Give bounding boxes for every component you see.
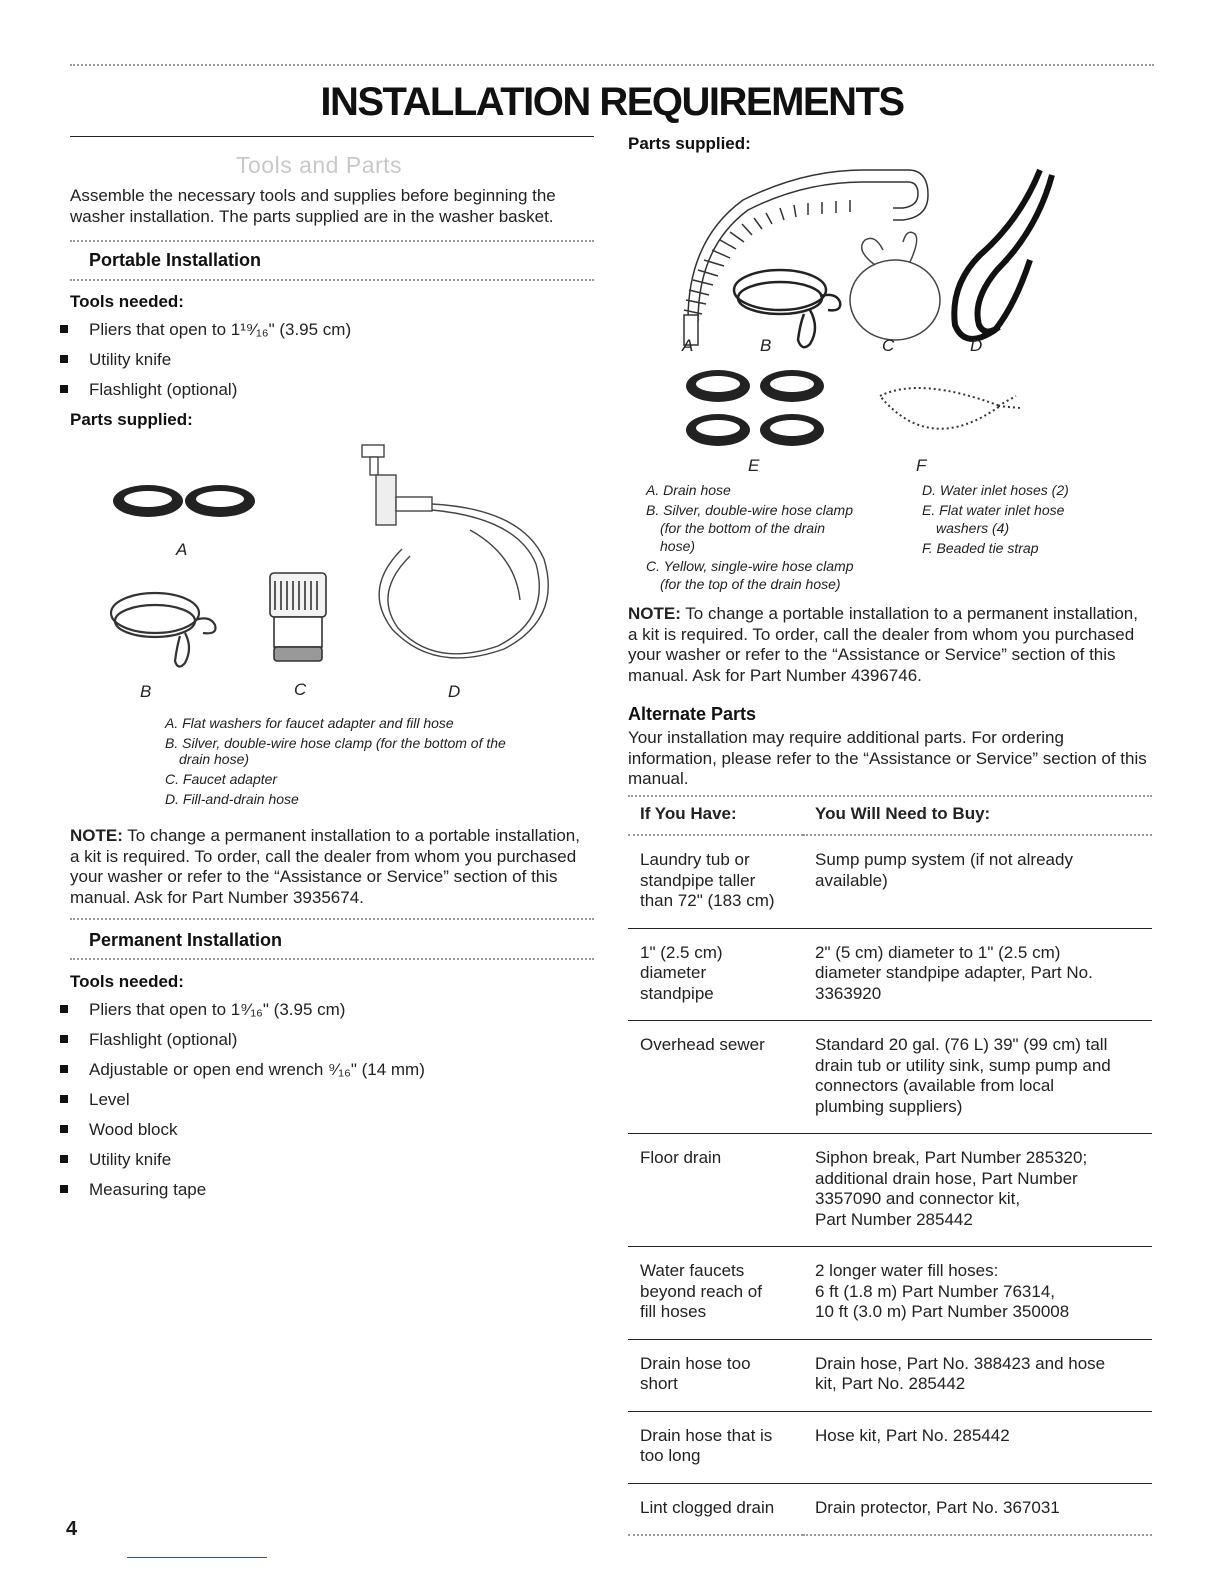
list-item: Flashlight (optional) (58, 1030, 588, 1060)
fill-and-drain-hose-icon (362, 445, 548, 658)
figure-letter-a: A (682, 336, 694, 355)
bullet (60, 1155, 68, 1163)
list-item: Flashlight (optional) (58, 380, 578, 410)
flat-washer-icon (113, 485, 183, 517)
table-top-rule (628, 795, 1152, 797)
divider (70, 279, 594, 281)
table-cell: Siphon break, Part Number 285320; additional drain hose, Part Number 3357090 and connector kit, Part Number 285442 (803, 1134, 1152, 1247)
table-cell: 2" (5 cm) diameter to 1" (2.5 cm) diameter standpipe adapter, Part No. 3363920 (803, 928, 1152, 1021)
divider (70, 240, 594, 242)
flat-washer-icon (185, 485, 255, 517)
flat-washer-icon (686, 414, 750, 446)
list-item: Measuring tape (58, 1180, 588, 1210)
table-row (628, 928, 1152, 1021)
list-item: Utility knife (58, 1150, 588, 1180)
beaded-tie-strap-icon (880, 388, 1020, 429)
bullet (60, 355, 68, 363)
table-cell: Lint clogged drain (628, 1483, 803, 1535)
bullet (60, 1095, 68, 1103)
figure-letter-d: D (970, 336, 983, 355)
list-item: Utility knife (58, 350, 578, 380)
bullet (60, 1185, 68, 1193)
table-cell: Hose kit, Part No. 285442 (803, 1411, 1152, 1483)
column-header: If You Have: (628, 800, 803, 835)
washers-and-strap-illustration (680, 366, 1040, 456)
table-cell: Drain hose that is too long (628, 1411, 803, 1483)
intro-text: Assemble the necessary tools and supplies before beginning the washer installation. The parts supplied are in the washer basket. (70, 186, 556, 226)
bullet (60, 1005, 68, 1013)
flat-washer-icon (760, 414, 824, 446)
divider (70, 958, 594, 960)
table-cell: Water faucets beyond reach of fill hoses (628, 1247, 803, 1340)
table-cell: Floor drain (628, 1134, 803, 1247)
flat-washer-icon (686, 370, 750, 402)
figure-letter-c: C (882, 336, 895, 355)
permanent-tools-list (58, 1000, 588, 1210)
table-cell: Drain protector, Part No. 367031 (803, 1483, 1152, 1535)
figure-letter-b: B (140, 682, 152, 701)
permanent-note: NOTE: To change a portable installation to a permanent installation, a kit is required. To order, call the dealer from whom you purchased your washer or refer to the “Assistance or Service” section of this manual. Ask for Part Number 4396746. (628, 604, 1138, 685)
list-item: Level (58, 1090, 588, 1120)
page-number: 4 (66, 1518, 78, 1540)
alternate-parts-text: Your installation may require additional parts. For ordering information, please refer to the “Assistance or Service” section of this manual. (628, 728, 1147, 788)
bullet (60, 1125, 68, 1133)
table-cell: 1" (2.5 cm) diameter standpipe (628, 928, 803, 1021)
single-wire-clamp-icon (850, 232, 940, 340)
table-cell: 2 longer water fill hoses: 6 ft (1.8 m) Part Number 76314, 10 ft (3.0 m) Part Number 350008 (803, 1247, 1152, 1340)
table-cell: Standard 20 gal. (76 L) 39" (99 cm) tall drain tub or utility sink, sump pump and connectors (available from local plumbing suppliers) (803, 1021, 1152, 1134)
right-captions-right: D. Water inlet hoses (2) E. Flat water inlet hose washers (4) F. Beaded tie strap (922, 482, 1069, 556)
table-row (628, 1134, 1152, 1247)
top-border (70, 64, 1154, 66)
figure-letter-a: A (176, 540, 188, 559)
table-cell: Drain hose, Part No. 388423 and hose kit, Part No. 285442 (803, 1339, 1152, 1411)
list-item: Pliers that open to 1¹⁹⁄₁₆" (3.95 cm) (58, 320, 578, 350)
bullet (60, 325, 68, 333)
table-cell: Overhead sewer (628, 1021, 803, 1134)
portable-parts-illustration (100, 435, 580, 685)
portable-tools-list (58, 320, 578, 410)
table-row (628, 835, 1152, 928)
footer-link-line (127, 1557, 267, 1558)
bullet (60, 1065, 68, 1073)
flat-washer-icon (760, 370, 824, 402)
table-row (628, 1483, 1152, 1535)
bullet (60, 1035, 68, 1043)
water-inlet-hoses-icon (954, 170, 1052, 339)
portable-tools-label: Tools needed: (70, 292, 184, 311)
portable-parts-label: Parts supplied: (70, 410, 193, 429)
figure-letter-c: C (294, 680, 307, 699)
alternate-parts-table (628, 800, 1152, 1536)
list-item: Wood block (58, 1120, 588, 1150)
table-row (628, 1411, 1152, 1483)
section-rule (70, 136, 594, 137)
table-row (628, 1247, 1152, 1340)
column-header: You Will Need to Buy: (803, 800, 1152, 835)
portable-note: NOTE: To change a permanent installation to a portable installation, a kit is required. To order, call the dealer from whom you purchased your washer or refer to the “Assistance or Service” section of this manual. Ask for Part Number 3935674. (70, 826, 580, 907)
page-title: INSTALLATION REQUIREMENTS (320, 80, 904, 124)
figure-letter-b: B (760, 336, 772, 355)
hose-clamp-icon (734, 270, 840, 347)
section-heading-tools-parts: Tools and Parts (236, 152, 403, 178)
portable-captions: A. Flat washers for faucet adapter and fill hose B. Silver, double-wire hose clamp (for the bottom of the drain hose) C. Faucet adapter D. Fill-and-drain hose (165, 715, 506, 807)
bullet (60, 385, 68, 393)
hose-clamp-icon (111, 593, 216, 667)
portable-heading: Portable Installation (89, 250, 262, 270)
table-cell: Laundry tub or standpipe taller than 72" (183 cm) (628, 835, 803, 928)
permanent-tools-label: Tools needed: (70, 972, 184, 991)
figure-letter-e: E (748, 456, 760, 475)
alternate-parts-heading: Alternate Parts (628, 704, 757, 724)
table-cell: Sump pump system (if not already available) (803, 835, 1152, 928)
figure-letter-d: D (448, 682, 461, 701)
faucet-adapter-icon (270, 573, 326, 661)
table-header-row (628, 800, 1152, 835)
table-row (628, 1021, 1152, 1134)
list-item: Adjustable or open end wrench ⁹⁄₁₆" (14 mm) (58, 1060, 588, 1090)
right-captions-left: A. Drain hose B. Silver, double-wire hose clamp (for the bottom of the drain hose) C. Yellow, single-wire hose clamp (for the top of the drain hose) (646, 482, 854, 592)
list-item: Pliers that open to 1⁹⁄₁₆" (3.95 cm) (58, 1000, 588, 1030)
right-parts-label: Parts supplied: (628, 134, 751, 153)
table-cell: Drain hose too short (628, 1339, 803, 1411)
figure-letter-f: F (916, 456, 927, 475)
table-row (628, 1339, 1152, 1411)
divider (70, 918, 594, 920)
permanent-heading: Permanent Installation (89, 930, 283, 950)
drain-hose-icon (684, 170, 928, 345)
